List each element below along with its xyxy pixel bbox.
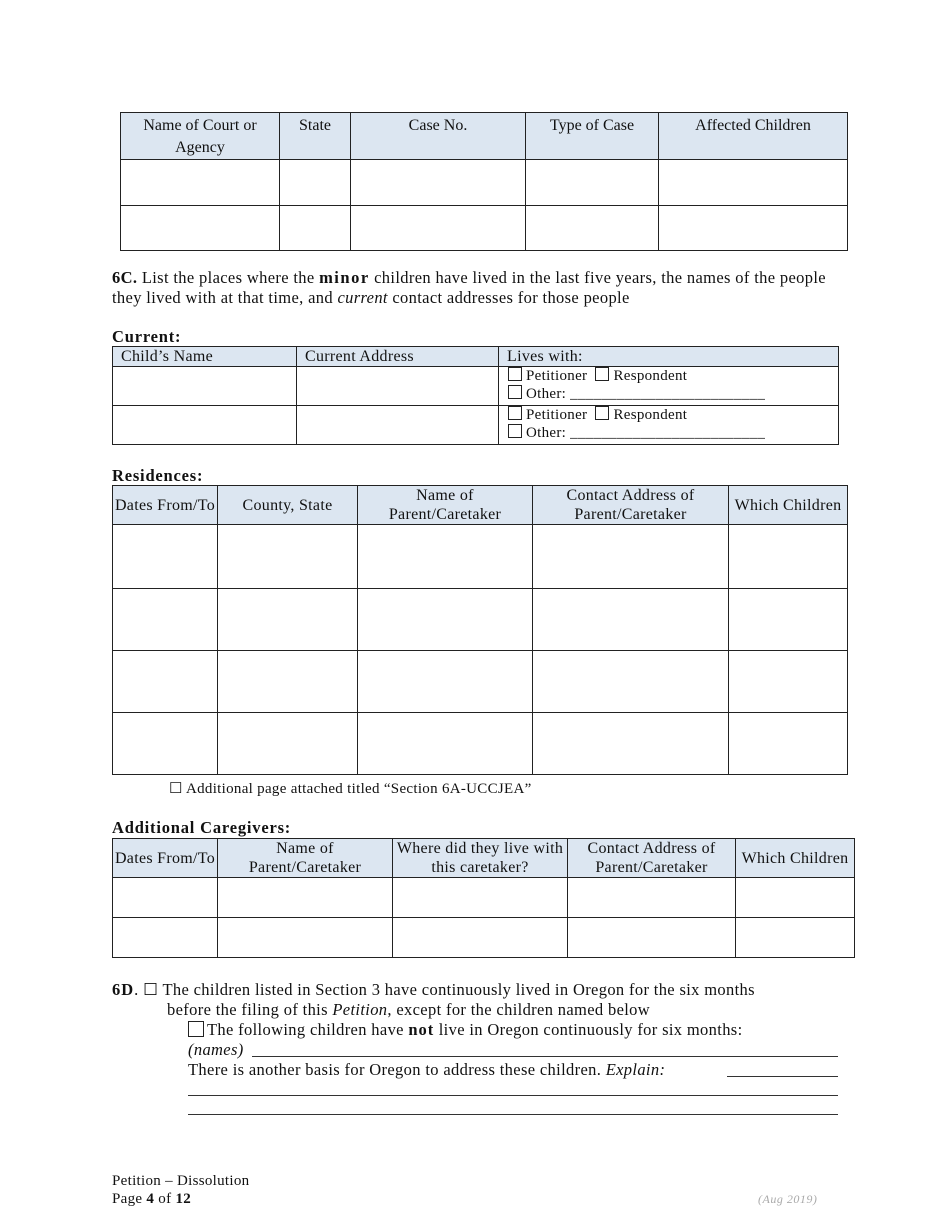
table-cell[interactable] bbox=[218, 918, 393, 958]
caregivers-heading: Additional Caregivers: bbox=[112, 818, 292, 837]
column-header-dates: Dates From/To bbox=[113, 839, 218, 878]
table-cell[interactable] bbox=[729, 589, 848, 651]
respondent-checkbox[interactable] bbox=[595, 367, 609, 381]
current-children-table bbox=[112, 346, 839, 445]
table-cell[interactable] bbox=[393, 918, 568, 958]
table-cell[interactable] bbox=[659, 206, 848, 251]
current-heading: Current: bbox=[112, 327, 182, 346]
table-row bbox=[113, 525, 848, 589]
table-cell[interactable] bbox=[358, 589, 533, 651]
form-title: Petition – Dissolution bbox=[112, 1173, 250, 1189]
table-cell[interactable] bbox=[113, 878, 218, 918]
table-cell[interactable] bbox=[729, 525, 848, 589]
table-row bbox=[113, 918, 855, 958]
column-header-parent-name: Name of Parent/Caretaker bbox=[218, 839, 393, 878]
table-cell[interactable] bbox=[113, 918, 218, 958]
table-row bbox=[113, 589, 848, 651]
section-6c-label: 6C. bbox=[112, 268, 138, 287]
other-checkbox[interactable] bbox=[508, 424, 522, 438]
column-header-parent-name: Name of Parent/Caretaker bbox=[358, 486, 533, 525]
table-cell[interactable] bbox=[351, 206, 526, 251]
section-6c-instructions: 6C. List the places where the minor children have lived in the last five years, the names of the people they lived with at that time, and current contact addresses for those people bbox=[112, 268, 826, 307]
section-6d-statement bbox=[112, 980, 755, 1000]
table-cell[interactable] bbox=[351, 160, 526, 206]
petitioner-checkbox[interactable] bbox=[508, 367, 522, 381]
column-header-which-children: Which Children bbox=[736, 839, 855, 878]
table-cell[interactable] bbox=[533, 651, 729, 713]
lives-with-cell: Petitioner Respondent Other: _________________________ bbox=[499, 367, 839, 406]
table-cell[interactable] bbox=[659, 160, 848, 206]
section-6d-statement-continued: before the filing of this Petition, except for the children named below bbox=[167, 1000, 651, 1019]
table-row bbox=[121, 206, 848, 251]
table-cell[interactable] bbox=[533, 589, 729, 651]
table-cell[interactable] bbox=[113, 651, 218, 713]
table-cell[interactable] bbox=[526, 206, 659, 251]
petitioner-checkbox[interactable] bbox=[508, 406, 522, 420]
section-6d-label: 6D bbox=[112, 980, 135, 999]
table-cell[interactable] bbox=[358, 525, 533, 589]
table-cell[interactable] bbox=[568, 918, 736, 958]
residences-heading: Residences: bbox=[112, 466, 204, 485]
column-header-court: Name of Court or Agency bbox=[121, 113, 280, 160]
names-label: (names) bbox=[188, 1040, 244, 1059]
column-header-lives-with: Lives with: bbox=[499, 347, 839, 367]
table-cell[interactable] bbox=[218, 878, 393, 918]
column-header-current-address: Current Address bbox=[297, 347, 499, 367]
table-cell[interactable] bbox=[297, 406, 499, 445]
table-row bbox=[121, 160, 848, 206]
not-lived-option: The following children have not live in Oregon continuously for six months: bbox=[188, 1020, 743, 1040]
table-cell[interactable] bbox=[297, 367, 499, 406]
table-cell[interactable] bbox=[218, 713, 358, 775]
additional-page-checkbox[interactable]: ☐ Additional page attached titled “Section 6A-UCCJEA” bbox=[169, 781, 532, 797]
column-header-county-state: County, State bbox=[218, 486, 358, 525]
table-cell[interactable] bbox=[568, 878, 736, 918]
table-cell[interactable] bbox=[280, 206, 351, 251]
other-checkbox[interactable] bbox=[508, 385, 522, 399]
column-header-state: State bbox=[280, 113, 351, 160]
table-cell[interactable] bbox=[218, 651, 358, 713]
table-cell[interactable] bbox=[113, 713, 218, 775]
page-number: Page 4 of 12 bbox=[112, 1191, 192, 1207]
table-cell[interactable] bbox=[729, 651, 848, 713]
respondent-checkbox[interactable] bbox=[595, 406, 609, 420]
table-cell[interactable] bbox=[121, 160, 280, 206]
explain-line[interactable] bbox=[188, 1114, 838, 1115]
table-cell[interactable] bbox=[358, 651, 533, 713]
table-row bbox=[113, 406, 839, 445]
table-cell[interactable] bbox=[218, 525, 358, 589]
table-cell[interactable] bbox=[218, 589, 358, 651]
lives-with-cell: Petitioner Respondent Other: _________________________ bbox=[499, 406, 839, 445]
table-row bbox=[113, 713, 848, 775]
table-cell[interactable] bbox=[526, 160, 659, 206]
table-cell[interactable] bbox=[729, 713, 848, 775]
table-cell[interactable] bbox=[358, 713, 533, 775]
table-cell[interactable] bbox=[121, 206, 280, 251]
table-cell[interactable] bbox=[113, 589, 218, 651]
table-cell[interactable] bbox=[393, 878, 568, 918]
prior-cases-table bbox=[120, 112, 848, 251]
column-header-contact-address: Contact Address of Parent/Caretaker bbox=[533, 486, 729, 525]
table-row bbox=[113, 367, 839, 406]
column-header-affected-children: Affected Children bbox=[659, 113, 848, 160]
explain-line[interactable] bbox=[188, 1095, 838, 1096]
table-cell[interactable] bbox=[533, 525, 729, 589]
table-cell[interactable] bbox=[113, 367, 297, 406]
table-cell[interactable] bbox=[736, 878, 855, 918]
table-cell[interactable] bbox=[113, 525, 218, 589]
residences-table bbox=[112, 485, 848, 775]
explain-line[interactable] bbox=[727, 1076, 838, 1077]
column-header-type-of-case: Type of Case bbox=[526, 113, 659, 160]
revision-date: (Aug 2019) bbox=[758, 1192, 818, 1206]
column-header-case-no: Case No. bbox=[351, 113, 526, 160]
column-header-where-lived: Where did they live with this caretaker? bbox=[393, 839, 568, 878]
table-row bbox=[113, 878, 855, 918]
caregivers-table bbox=[112, 838, 855, 958]
column-header-contact-address: Contact Address of Parent/Caretaker bbox=[568, 839, 736, 878]
table-cell[interactable] bbox=[736, 918, 855, 958]
column-header-childs-name: Child’s Name bbox=[113, 347, 297, 367]
continuous-residence-checkbox[interactable]: . ☐ The children listed in Section 3 have continuously lived in Oregon for the six months bbox=[134, 980, 755, 999]
table-cell[interactable] bbox=[280, 160, 351, 206]
column-header-dates: Dates From/To bbox=[113, 486, 218, 525]
another-basis-option: There is another basis for Oregon to address these children. Explain: bbox=[188, 1060, 666, 1079]
names-line[interactable] bbox=[252, 1056, 838, 1057]
not-lived-checkbox[interactable] bbox=[188, 1021, 204, 1037]
table-row bbox=[113, 651, 848, 713]
column-header-which-children: Which Children bbox=[729, 486, 848, 525]
table-cell[interactable] bbox=[533, 713, 729, 775]
table-cell[interactable] bbox=[113, 406, 297, 445]
